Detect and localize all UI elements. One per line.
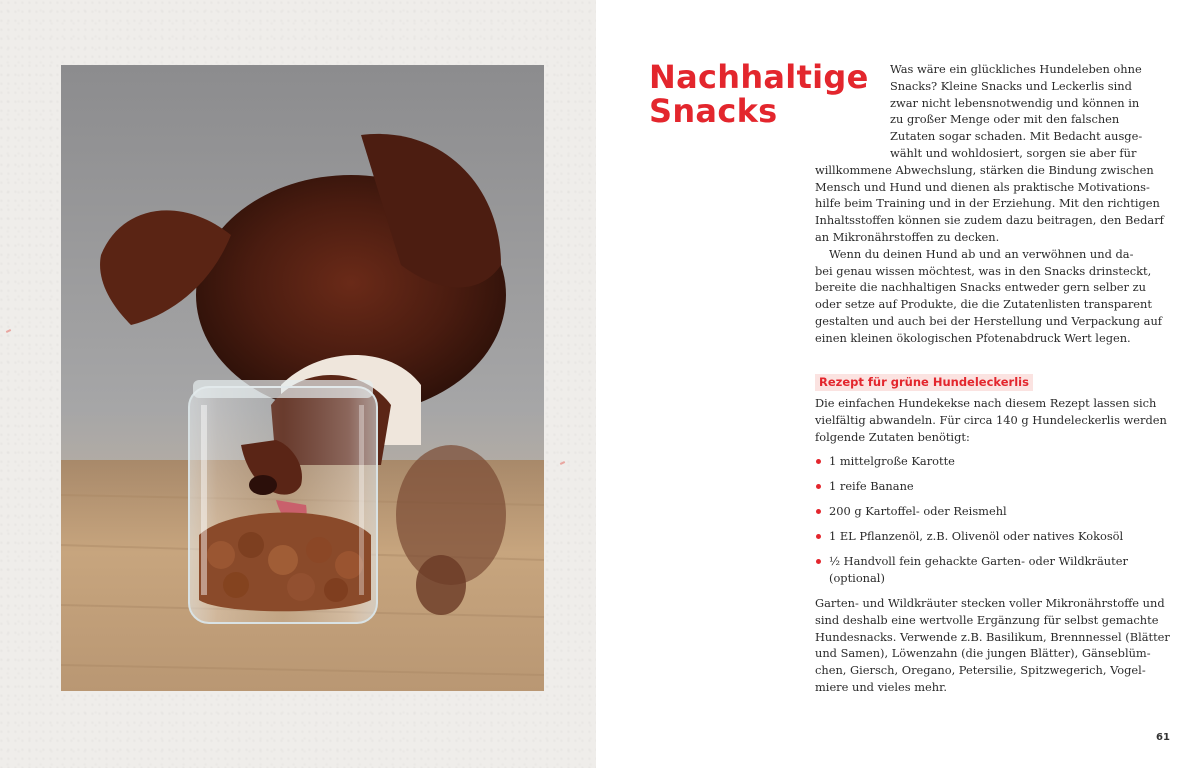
text-line: wählt und wohldosiert, sorgen sie aber für	[890, 145, 1137, 160]
text-line: sind deshalb eine wertvolle Ergänzung für selbst gemachte	[815, 612, 1159, 627]
text-line: oder setze auf Produkte, die die Zutatenlisten transparent	[815, 297, 1152, 312]
text-line: gestalten und auch bei der Herstellung und Verpackung auf	[815, 313, 1163, 328]
page-number: 61	[1156, 732, 1170, 743]
text-line: Was wäre ein glückliches Hundeleben ohne	[890, 62, 1142, 76]
bullet-icon	[816, 459, 821, 464]
text-line: Snacks? Kleine Snacks und Leckerlis sind	[890, 78, 1132, 93]
text-line: zwar nicht lebensnotwendig und können in	[890, 95, 1140, 110]
text-line: zu großer Menge oder mit den falschen	[890, 112, 1120, 127]
paper-fleck	[6, 329, 11, 333]
text-line: Mensch und Hund und dienen als praktische Motivations-	[815, 179, 1150, 194]
ingredient-item	[815, 553, 1145, 587]
title-line: Nachhaltige	[649, 58, 869, 96]
bullet-icon	[816, 559, 821, 564]
text-line: und Samen), Löwenzahn (die jungen Blätter), Gänseblüm-	[815, 646, 1151, 661]
text-line: Hundesnacks. Verwende z.B. Basilikum, Brennnessel (Blätter	[815, 629, 1170, 644]
text-line: bei genau wissen möchtest, was in den Snacks drinsteckt,	[815, 263, 1152, 278]
ingredient-text: 200 g Kartoffel- oder Reismehl	[829, 504, 1007, 518]
ingredient-list	[815, 453, 1145, 595]
text-line: chen, Giersch, Oregano, Petersilie, Spitzwegerich, Vogel-	[815, 663, 1146, 678]
ingredient-item	[815, 528, 1145, 545]
bullet-icon	[816, 484, 821, 489]
ingredient-item	[815, 478, 1145, 495]
text-line: willkommene Abwechslung, stärken die Bindung zwischen	[815, 162, 1154, 177]
ingredient-item	[815, 453, 1145, 470]
ingredient-item	[815, 503, 1145, 520]
ingredient-text: ½ Handvoll fein gehackte Garten- oder Wildkräuter	[829, 554, 1128, 568]
text-line: hilfe beim Training und in der Erziehung. Mit den richtigen	[815, 196, 1160, 211]
ingredient-text: (optional)	[829, 571, 885, 585]
recipe-intro	[815, 395, 1167, 446]
paper-fleck	[560, 461, 565, 465]
intro-paragraph	[815, 61, 1164, 347]
text-line: miere und vieles mehr.	[815, 679, 947, 694]
text-line: an Mikronährstoffen zu decken.	[815, 229, 1000, 244]
left-page	[0, 0, 596, 768]
recipe-heading: Rezept für grüne Hundeleckerlis	[815, 374, 1033, 391]
title-line: Snacks	[649, 92, 778, 130]
text-line: vielfältig abwandeln. Für circa 140 g Hundeleckerlis werden	[815, 413, 1167, 427]
ingredient-text: 1 reife Banane	[829, 479, 914, 493]
bullet-icon	[816, 534, 821, 539]
bullet-icon	[816, 509, 821, 514]
text-line: Wenn du deinen Hund ab und an verwöhnen und da-	[829, 246, 1134, 261]
text-line: bereite die nachhaltigen Snacks entweder gern selber zu	[815, 280, 1146, 295]
text-line: Zutaten sogar schaden. Mit Bedacht ausge-	[890, 129, 1143, 144]
dog-photo	[61, 65, 544, 691]
text-line: Die einfachen Hundekekse nach diesem Rezept lassen sich	[815, 396, 1157, 410]
ingredient-text: 1 EL Pflanzenöl, z.B. Olivenöl oder natives Kokosöl	[829, 529, 1124, 543]
text-line: Garten- und Wildkräuter stecken voller Mikronährstoffe und	[815, 596, 1165, 610]
text-line: folgende Zutaten benötigt:	[815, 430, 970, 444]
text-line: Inhaltsstoffen können sie zudem dazu beitragen, den Bedarf	[815, 213, 1164, 228]
ingredient-text: 1 mittelgroße Karotte	[829, 454, 955, 468]
text-line: einen kleinen ökologischen Pfotenabdruck Wert legen.	[815, 330, 1131, 345]
herbs-paragraph	[815, 595, 1170, 696]
